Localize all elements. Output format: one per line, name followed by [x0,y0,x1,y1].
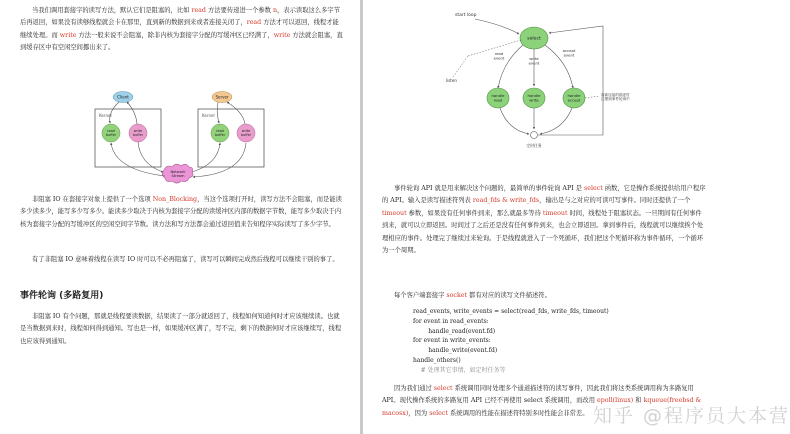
highlighted-term: timeout [542,209,568,217]
highlighted-term: read [246,19,262,27]
code-line: handle_others() [413,356,461,364]
text-run: 每个客户端套接字 [394,292,447,299]
text-run: 有了非阻塞 IO 意味着线程在读写 IO 时可以不必再阻塞了，读写可以瞬间完成然后线程可以继续干别的事了。 [32,256,339,263]
text-run: 方法要传递进一个参数 [205,7,273,14]
left-page [0,0,360,434]
text-run: 系统调用同时处理多个通道描述符的读写事件，因此我们将这类系统调用称为多路复用 API。现代操作系统的多路复用 API 已经不再使用 select 系统调用，而改用 [382,385,694,405]
buffer-label: write buffer [240,129,252,137]
highlighted-term: write [59,31,77,39]
text-run: 当我们调用套接字的读写方法，默认它们是阻塞的，比如 [32,7,192,14]
highlighted-term: epoll(linux) [597,397,634,405]
highlighted-term: read [191,7,206,14]
socket-buffer-diagram [0,86,360,186]
text-run: 因为我们通过 [394,385,434,392]
highlighted-term: select [429,409,448,417]
code-line: handle_write(event.fd) [413,347,498,355]
text-run: 时间，线程处于阻塞状态。一旦期间有任何事件到来，就可以立即返回。时间过了之后还是没有任何事件到来，也会立即返回。拿到事件后，线程就可以继续挨个处理相应的事件。处理完了继续过来轮询。于是线程就进入了一个死循环，我们把这个死循环称为事件循环，一个循环为一个周期。 [382,209,704,255]
text-run: 函数，它是操作系统提供给用户程序的 API。输入是读写描述符列表 [382,185,706,205]
text-run: 非阻塞 IO 在套接字对象上提供了一个选项 [32,196,153,203]
timer-label: 定时任务 [526,143,542,148]
pseudo-code-block [413,307,609,376]
kernel-label-left: Kernel [99,113,112,118]
highlighted-term: select [583,185,603,192]
text-run: 都有对应的读写文件描述符。 [467,292,551,299]
highlighted-term: n [272,7,278,14]
paragraph-blocking-io [20,5,345,55]
code-line: handle_read(event.fd) [413,327,496,335]
highlighted-term: Non_Blocking [152,196,198,203]
buffer-label: read buffer [214,129,226,137]
text-run: 和 [633,397,644,405]
text-run: 方法一般来说不会阻塞，除非内核为套接字分配的写缓冲区已经满了， [76,31,274,39]
text-run: 方法就会阻塞，直到缓存区中有空闲空间挪出来了。 [20,31,343,52]
highlighted-term: timeout [382,209,407,217]
listen-label: listen [446,78,457,83]
zhihu-watermark: 知乎 @程序员大本营 [593,405,790,427]
text-run: 非阻塞 IO 有个问题，那就是线程要读数据，结果读了一部分就返回了，线程如何知道何时才应该继续读。也就是当数据到来时，线程如何得到通知。写也是一样，如果缓冲区满了，写不完，剩下的数据何时才应该继续写，线程也应该得到通知。 [20,313,342,345]
paragraph-socket-fds [382,290,708,302]
client-label: Client [117,94,129,100]
handle-accept-label: handle accept [567,93,581,103]
text-run: ，当这个选项打开时，读写方法不会阻塞，而是能读多少读多少，能写多少写多少。能读多少取决于内核为套接字分配的读缓冲区内部的数据字节数，能写多少取决于内核为套接字分配的写缓冲区的空闲空间字节数。读方法和写方法都会通过返回值来告知程序实际读写了多少字节。 [20,196,342,228]
code-line: for event in write_events: [413,337,491,345]
text-run: 方法才可以返回，线程才能继续处理。而 [20,19,339,39]
text-run: ，表示读取这么多字节后再返回，如果没有读够线程就会卡在那里，直到新的数据到来或者连接关闭了， [20,7,340,27]
highlighted-term: kqueue(freebsd & macosx) [382,397,702,417]
text-run: 系统调用的性能在描述符特别多时性能会非常差。 [447,409,589,417]
section-heading-event-loop: 事件轮询 (多路复用) [20,291,104,301]
highlighted-term: write [273,31,291,39]
code-line: read_events, write_events = select(read_fds, write_fds, timeout) [413,308,609,315]
highlighted-term: read_fds & write_fds [472,197,540,205]
right-page [363,0,720,434]
accept-event-label: accept event [562,48,576,58]
kernel-label-right: Kernel [202,113,215,118]
paragraph-non-blocking [20,194,345,231]
read-event-label: read event [493,51,505,61]
event-loop-diagram [363,0,720,180]
highlighted-term: socket [446,292,468,299]
code-line: for event in read_events: [413,317,489,325]
text-run: 参数，如果没有任何事件到来，那么就最多等待 [406,209,543,217]
text-run: 事件轮询 API 就是用来解决这个问题的，最简单的事件轮询 API 是 [394,185,584,192]
text-run: ，因为 [408,409,430,417]
select-label: select [527,36,541,42]
register-note: 将新连接的描述符注册到事件轮询中 [601,93,630,102]
start-loop-label: start loop [455,13,477,18]
timer-node [531,132,538,139]
paragraph-non-blocking-summary [20,254,345,266]
text-run: ，输出是与之对应的可读可写事件。同时还提供了一个 [539,197,691,205]
server-label: Server [215,94,229,100]
write-event-label: write event [528,56,540,66]
highlighted-term: select [433,385,453,392]
network-label: Network Stream [170,170,186,179]
handle-write-label: handle write [527,93,541,103]
code-comment: # 处理其它事情，如定时任务等 [413,366,506,374]
handle-read-label: handle read [491,93,505,103]
paragraph-event-loop-api [382,183,708,257]
paragraph-notification-problem [20,311,345,348]
buffer-label: read buffer [105,129,117,137]
buffer-label: write buffer [132,129,144,137]
